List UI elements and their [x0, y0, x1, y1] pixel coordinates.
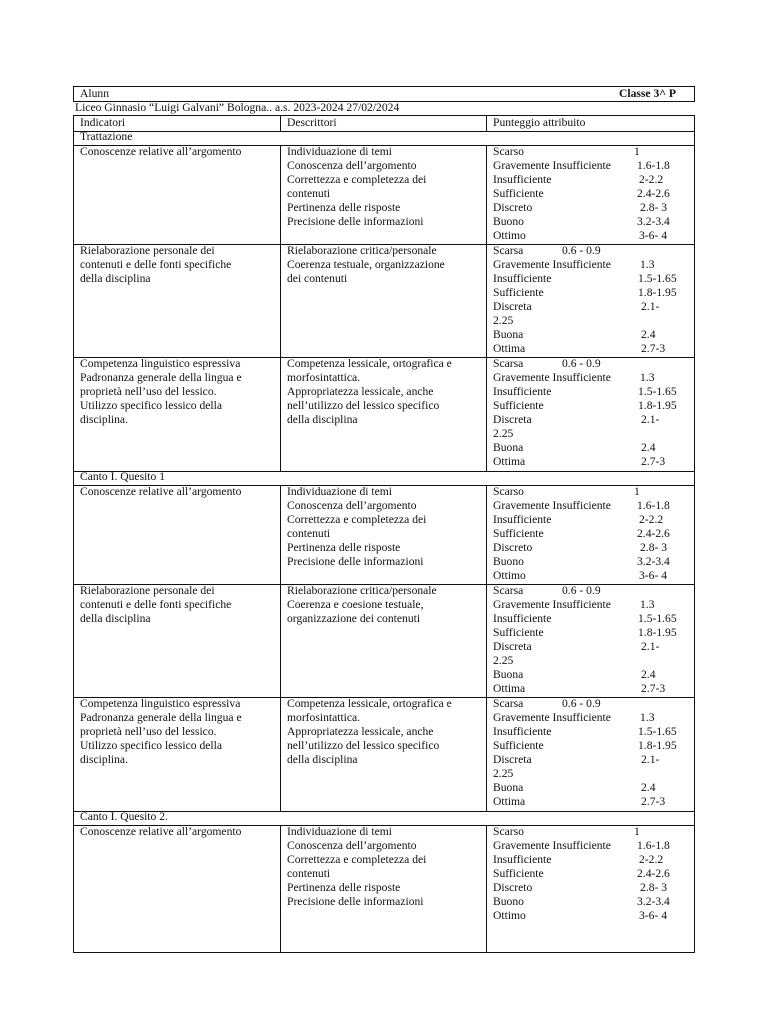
score-label: Sufficiente	[493, 626, 544, 639]
score-label: Gravemente Insufficiente	[493, 839, 611, 852]
descriptor-line: Competenza lessicale, ortografica e	[287, 357, 452, 370]
indicator-cell	[80, 825, 241, 839]
descriptor-line: della disciplina	[287, 753, 358, 766]
score-value: 1.5-1.65	[638, 385, 677, 398]
score-line	[493, 881, 688, 895]
score-label: Discreta	[493, 753, 532, 766]
score-label: Sufficiente	[493, 187, 544, 200]
score-value: 1.8-1.95	[638, 286, 677, 299]
score-line	[493, 725, 688, 739]
student-header-box	[73, 86, 695, 102]
score-line	[493, 711, 688, 725]
descriptor-line: della disciplina	[287, 413, 358, 426]
descriptor-line: nell’utilizzo del lessico specifico	[287, 399, 440, 412]
descriptor-cell	[287, 145, 426, 229]
indicator-line: proprietà nell’uso del lessico.	[80, 385, 217, 398]
score-value: 2-2.2	[639, 173, 664, 186]
score-line	[493, 527, 688, 541]
score-value: 0.6 - 0.9	[562, 584, 601, 597]
score-line	[493, 399, 688, 413]
score-line	[493, 825, 688, 839]
descriptor-line: organizzazione dei contenuti	[287, 612, 421, 625]
score-label: Gravemente Insufficiente	[493, 371, 611, 384]
indicator-line: Rielaborazione personale dei	[80, 244, 215, 257]
score-line	[493, 569, 688, 583]
score-line	[493, 413, 688, 427]
score-label: Gravemente Insufficiente	[493, 258, 611, 271]
section-title-quesito-2: Canto I. Quesito 2.	[80, 810, 168, 823]
score-value: 2.7-3	[641, 795, 666, 808]
score-label: Ottimo	[493, 229, 526, 242]
indicator-line: contenuti e delle fonti specifiche	[80, 258, 232, 271]
score-cell	[493, 145, 688, 243]
score-value: 2.1-	[641, 413, 660, 426]
score-value: 2.4-2.6	[637, 867, 670, 880]
score-line	[493, 286, 688, 300]
score-line	[493, 598, 688, 612]
score-label: Ottima	[493, 342, 526, 355]
alunno-label: Alunn	[80, 87, 109, 100]
indicator-line: Padronanza generale della lingua e	[80, 371, 242, 384]
score-line	[493, 795, 688, 809]
score-label: Ottima	[493, 455, 526, 468]
score-label: Buona	[493, 441, 524, 454]
score-value: 2.4	[641, 668, 656, 681]
score-line	[493, 909, 688, 923]
score-line	[493, 513, 688, 527]
score-line	[493, 626, 688, 640]
score-label: Discreto	[493, 541, 533, 554]
score-line	[493, 244, 688, 258]
score-line	[493, 485, 688, 499]
score-label: Discreta	[493, 413, 532, 426]
descriptor-line: Individuazione di temi	[287, 825, 392, 838]
score-label: Gravemente Insufficiente	[493, 711, 611, 724]
score-value: 1.3	[640, 711, 655, 724]
score-line	[493, 385, 688, 399]
score-line	[493, 159, 688, 173]
score-value: 3.2-3.4	[637, 215, 670, 228]
score-label: Gravemente Insufficiente	[493, 598, 611, 611]
score-value: 1.6-1.8	[637, 839, 670, 852]
indicator-line: della disciplina	[80, 612, 151, 625]
score-label: Gravemente Insufficiente	[493, 499, 611, 512]
descriptor-line: Precisione delle informazioni	[287, 215, 424, 228]
score-value: 2.4-2.6	[637, 527, 670, 540]
score-label: Ottima	[493, 795, 526, 808]
descriptor-line: contenuti	[287, 187, 331, 200]
score-value: 2.4-2.6	[637, 187, 670, 200]
descriptor-line: Precisione delle informazioni	[287, 895, 424, 908]
score-label: Discreta	[493, 300, 532, 313]
descriptor-line: Conoscenza dell’argomento	[287, 839, 417, 852]
indicator-line: disciplina.	[80, 753, 128, 766]
score-label: Insufficiente	[493, 853, 552, 866]
score-label: Discreta	[493, 640, 532, 653]
descriptor-line: Rielaborazione critica/personale	[287, 244, 437, 257]
indicator-line: contenuti e delle fonti specifiche	[80, 598, 232, 611]
score-label: Sufficiente	[493, 286, 544, 299]
score-label: Scarsa	[493, 697, 524, 710]
score-value: 1.6-1.8	[637, 159, 670, 172]
score-label: Scarso	[493, 825, 524, 838]
score-label: 2.25	[493, 314, 514, 327]
score-value: 1.8-1.95	[638, 626, 677, 639]
score-line	[493, 839, 688, 853]
score-value: 1	[634, 485, 640, 498]
indicator-line: Conoscenze relative all’argomento	[80, 485, 242, 498]
score-line	[493, 371, 688, 385]
score-label: Insufficiente	[493, 272, 552, 285]
score-cell	[493, 697, 688, 809]
score-value: 2.8- 3	[640, 541, 668, 554]
score-label: Insufficiente	[493, 725, 552, 738]
section-title-trattazione: Trattazione	[80, 130, 133, 143]
score-value: 1.8-1.95	[638, 739, 677, 752]
score-line	[493, 201, 688, 215]
descriptor-line: nell’utilizzo del lessico specifico	[287, 739, 440, 752]
score-label: Ottima	[493, 682, 526, 695]
score-value: 1.3	[640, 598, 655, 611]
descriptor-line: Conoscenza dell’argomento	[287, 499, 417, 512]
score-value: 3-6- 4	[639, 569, 668, 582]
descriptor-line: Pertinenza delle risposte	[287, 541, 401, 554]
score-value: 1.8-1.95	[638, 399, 677, 412]
score-value: 3-6- 4	[639, 229, 668, 242]
score-label: Buona	[493, 328, 524, 341]
score-label: Insufficiente	[493, 612, 552, 625]
score-label: Sufficiente	[493, 399, 544, 412]
score-line	[493, 640, 688, 654]
score-line	[493, 753, 688, 767]
indicator-line: Conoscenze relative all’argomento	[80, 825, 242, 838]
score-line	[493, 654, 688, 668]
score-value: 1.5-1.65	[638, 272, 677, 285]
score-value: 0.6 - 0.9	[562, 244, 601, 257]
indicator-line: Conoscenze relative all’argomento	[80, 145, 242, 158]
descriptor-line: Pertinenza delle risposte	[287, 881, 401, 894]
score-cell	[493, 485, 688, 583]
score-line	[493, 215, 688, 229]
score-value: 2-2.2	[639, 513, 664, 526]
descriptor-line: morfosintattica.	[287, 711, 361, 724]
score-cell	[493, 244, 688, 356]
indicator-cell	[80, 485, 241, 499]
indicator-cell	[80, 244, 231, 286]
score-line	[493, 781, 688, 795]
indicator-line: Padronanza generale della lingua e	[80, 711, 242, 724]
descriptor-line: Coerenza e coesione testuale,	[287, 598, 424, 611]
indicator-cell	[80, 584, 231, 626]
score-label: Scarsa	[493, 584, 524, 597]
score-label: Insufficiente	[493, 173, 552, 186]
score-label: Ottimo	[493, 909, 526, 922]
score-label: Buono	[493, 555, 524, 568]
score-line	[493, 145, 688, 159]
score-value: 2.7-3	[641, 682, 666, 695]
score-line	[493, 342, 688, 356]
score-label: Buono	[493, 215, 524, 228]
score-label: Insufficiente	[493, 385, 552, 398]
score-value: 0.6 - 0.9	[562, 357, 601, 370]
score-line	[493, 541, 688, 555]
header-indicatori: Indicatori	[80, 116, 126, 129]
score-cell	[493, 584, 688, 696]
descriptor-line: contenuti	[287, 527, 331, 540]
descriptor-line: Competenza lessicale, ortografica e	[287, 697, 452, 710]
score-line	[493, 739, 688, 753]
score-value: 2.1-	[641, 753, 660, 766]
score-line	[493, 584, 688, 598]
score-label: Scarsa	[493, 357, 524, 370]
score-cell	[493, 825, 688, 923]
score-line	[493, 455, 688, 469]
descriptor-line: Individuazione di temi	[287, 485, 392, 498]
score-line	[493, 668, 688, 682]
descriptor-cell	[287, 825, 426, 909]
score-line	[493, 555, 688, 569]
score-line	[493, 697, 688, 711]
score-label: Sufficiente	[493, 739, 544, 752]
indicator-line: disciplina.	[80, 413, 128, 426]
indicator-cell	[80, 145, 241, 159]
section-title-quesito-1: Canto I. Quesito 1	[80, 470, 166, 483]
score-label: 2.25	[493, 767, 514, 780]
descriptor-cell	[287, 357, 452, 427]
score-line	[493, 767, 688, 781]
score-value: 1.5-1.65	[638, 725, 677, 738]
score-value: 2.8- 3	[640, 881, 668, 894]
indicator-line: Competenza linguistico espressiva	[80, 697, 241, 710]
indicator-line: della disciplina	[80, 272, 151, 285]
score-value: 2.7-3	[641, 342, 666, 355]
descriptor-line: dei contenuti	[287, 272, 348, 285]
indicator-line: Utilizzo specifico lessico della	[80, 739, 222, 752]
descriptor-line: Appropriatezza lessicale, anche	[287, 385, 434, 398]
descriptor-line: Individuazione di temi	[287, 145, 392, 158]
score-line	[493, 258, 688, 272]
descriptor-line: Conoscenza dell’argomento	[287, 159, 417, 172]
score-value: 2.1-	[641, 300, 660, 313]
descriptor-line: Pertinenza delle risposte	[287, 201, 401, 214]
score-value: 2.1-	[641, 640, 660, 653]
indicator-cell	[80, 697, 242, 767]
score-line	[493, 173, 688, 187]
indicator-line: Rielaborazione personale dei	[80, 584, 215, 597]
score-label: Discreto	[493, 881, 533, 894]
score-value: 1.3	[640, 258, 655, 271]
score-value: 1	[634, 825, 640, 838]
score-line	[493, 328, 688, 342]
score-label: 2.25	[493, 654, 514, 667]
descriptor-cell	[287, 485, 426, 569]
score-value: 2.4	[641, 441, 656, 454]
score-label: Gravemente Insufficiente	[493, 159, 611, 172]
score-label: Scarsa	[493, 244, 524, 257]
score-value: 1	[634, 145, 640, 158]
score-value: 2-2.2	[639, 853, 664, 866]
indicator-line: Utilizzo specifico lessico della	[80, 399, 222, 412]
score-line	[493, 867, 688, 881]
header-punteggio: Punteggio attribuito	[493, 116, 586, 129]
header-descrittori: Descrittori	[287, 116, 337, 129]
score-value: 1.6-1.8	[637, 499, 670, 512]
score-label: Buona	[493, 781, 524, 794]
score-value: 3.2-3.4	[637, 555, 670, 568]
score-line	[493, 682, 688, 696]
descriptor-cell	[287, 244, 445, 286]
score-line	[493, 895, 688, 909]
score-label: Scarso	[493, 145, 524, 158]
score-line	[493, 272, 688, 286]
score-value: 2.8- 3	[640, 201, 668, 214]
score-label: Ottimo	[493, 569, 526, 582]
score-label: Buono	[493, 895, 524, 908]
score-label: Sufficiente	[493, 527, 544, 540]
score-line	[493, 427, 688, 441]
score-value: 3.2-3.4	[637, 895, 670, 908]
score-line	[493, 499, 688, 513]
descriptor-line: Correttezza e completezza dei	[287, 513, 427, 526]
descriptor-line: Rielaborazione critica/personale	[287, 584, 437, 597]
score-value: 0.6 - 0.9	[562, 697, 601, 710]
descriptor-line: contenuti	[287, 867, 331, 880]
score-value: 3-6- 4	[639, 909, 668, 922]
score-label: Insufficiente	[493, 513, 552, 526]
score-value: 1.5-1.65	[638, 612, 677, 625]
score-line	[493, 229, 688, 243]
score-line	[493, 314, 688, 328]
score-line	[493, 187, 688, 201]
descriptor-line: Correttezza e completezza dei	[287, 173, 427, 186]
descriptor-line: Precisione delle informazioni	[287, 555, 424, 568]
classe-label: Classe 3^ P	[619, 87, 676, 100]
score-label: Scarso	[493, 485, 524, 498]
score-label: 2.25	[493, 427, 514, 440]
score-line	[493, 300, 688, 314]
score-label: Discreto	[493, 201, 533, 214]
score-value: 2.4	[641, 781, 656, 794]
indicator-line: Competenza linguistico espressiva	[80, 357, 241, 370]
score-line	[493, 357, 688, 371]
descriptor-line: Appropriatezza lessicale, anche	[287, 725, 434, 738]
score-label: Sufficiente	[493, 867, 544, 880]
score-cell	[493, 357, 688, 469]
score-value: 2.4	[641, 328, 656, 341]
descriptor-line: Coerenza testuale, organizzazione	[287, 258, 445, 271]
score-label: Buona	[493, 668, 524, 681]
descriptor-cell	[287, 697, 452, 767]
descriptor-line: Correttezza e completezza dei	[287, 853, 427, 866]
score-line	[493, 441, 688, 455]
descriptor-line: morfosintattica.	[287, 371, 361, 384]
score-line	[493, 612, 688, 626]
indicator-cell	[80, 357, 242, 427]
indicator-line: proprietà nell’uso del lessico.	[80, 725, 217, 738]
school-line: Liceo Ginnasio “Luigi Galvani” Bologna.. a.s. 2023-2024 27/02/2024	[75, 101, 400, 114]
descriptor-cell	[287, 584, 437, 626]
score-value: 2.7-3	[641, 455, 666, 468]
score-value: 1.3	[640, 371, 655, 384]
score-line	[493, 853, 688, 867]
